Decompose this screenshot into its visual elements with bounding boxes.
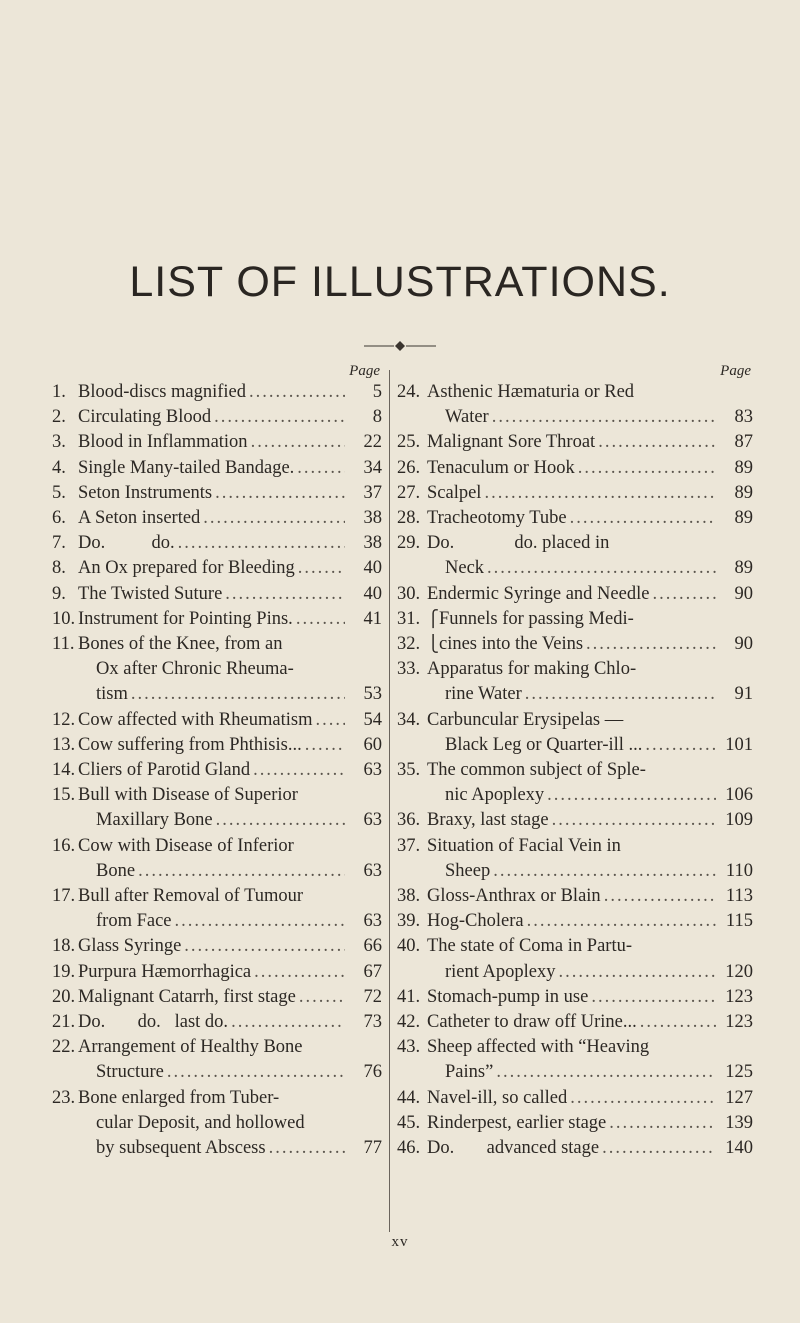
entry-number: 5. bbox=[52, 482, 66, 503]
entry-page-number: 91 bbox=[734, 684, 753, 705]
list-item bbox=[52, 582, 382, 607]
leader-dots bbox=[640, 1010, 716, 1035]
entry-title: rine Water bbox=[445, 684, 522, 705]
entry-number: 19. bbox=[52, 961, 76, 982]
entry-number: 25. bbox=[397, 432, 421, 453]
entry-page-number: 60 bbox=[363, 734, 382, 755]
leader-dots bbox=[253, 758, 345, 783]
entry-page-number: 40 bbox=[363, 558, 382, 579]
divider-ornament bbox=[360, 340, 440, 352]
entry-title: An Ox prepared for Bleeding bbox=[78, 558, 295, 579]
entry-title: Bone enlarged from Tuber- bbox=[78, 1087, 280, 1108]
leader-dots bbox=[558, 960, 716, 985]
entry-title: Braxy, last stage bbox=[427, 810, 549, 831]
leader-dots bbox=[131, 682, 345, 707]
entry-page-number: 53 bbox=[363, 684, 382, 705]
entry-title: Single Many-tailed Bandage. bbox=[78, 457, 295, 478]
list-item bbox=[397, 657, 753, 707]
entry-page-number: 106 bbox=[725, 785, 753, 806]
leader-dots bbox=[315, 708, 345, 733]
list-item bbox=[52, 934, 382, 959]
entry-title: Scalpel bbox=[427, 482, 482, 503]
leader-dots bbox=[492, 405, 716, 430]
entry-number: 42. bbox=[397, 1012, 421, 1033]
list-item bbox=[397, 607, 753, 632]
entry-number: 38. bbox=[397, 886, 421, 907]
entry-page-number: 89 bbox=[734, 558, 753, 579]
list-item bbox=[52, 456, 382, 481]
entry-number: 39. bbox=[397, 911, 421, 932]
entry-title: Bull after Removal of Tumour bbox=[78, 886, 304, 907]
entry-title: rient Apoplexy bbox=[445, 961, 556, 982]
entry-number: 11. bbox=[52, 634, 75, 655]
entry-title: Neck bbox=[445, 558, 485, 579]
page-number-footer: xv bbox=[391, 1234, 409, 1250]
entry-number: 40. bbox=[397, 936, 421, 957]
entry-page-number: 73 bbox=[363, 1012, 382, 1033]
entry-title: Situation of Facial Vein in bbox=[427, 835, 621, 856]
leader-dots bbox=[251, 430, 345, 455]
entry-title: Structure bbox=[96, 1062, 164, 1083]
list-item bbox=[52, 708, 382, 733]
entry-title: Glass Syringe bbox=[78, 936, 182, 957]
leader-dots bbox=[296, 607, 345, 632]
entry-number: 32. bbox=[397, 634, 421, 655]
entry-title: Do. do. last do. bbox=[78, 1012, 229, 1033]
entry-number: 7. bbox=[52, 533, 66, 554]
entry-title: Blood in Inflammation bbox=[78, 432, 248, 453]
page-column-header: Page bbox=[720, 363, 751, 379]
leader-dots bbox=[203, 506, 345, 531]
entry-number: 28. bbox=[397, 508, 421, 529]
leader-dots bbox=[254, 960, 345, 985]
entry-title: Do. do. placed in bbox=[427, 533, 610, 554]
entry-number: 31. bbox=[397, 608, 421, 629]
entry-page-number: 34 bbox=[363, 457, 382, 478]
leader-dots bbox=[184, 934, 345, 959]
entry-page-number: 40 bbox=[363, 583, 382, 604]
entry-page-number: 63 bbox=[363, 760, 382, 781]
list-item bbox=[397, 531, 753, 581]
entry-page-number: 72 bbox=[363, 986, 382, 1007]
entry-page-number: 41 bbox=[363, 608, 382, 629]
entry-title: Gloss-Anthrax or Blain bbox=[427, 886, 601, 907]
entry-title: Circulating Blood bbox=[78, 407, 212, 428]
leader-dots bbox=[138, 859, 345, 884]
entry-number: 12. bbox=[52, 709, 76, 730]
list-item bbox=[52, 405, 382, 430]
list-item bbox=[397, 1136, 753, 1161]
leader-dots bbox=[570, 1086, 716, 1111]
leader-dots bbox=[591, 985, 716, 1010]
entry-title: Rinderpest, earlier stage bbox=[427, 1112, 607, 1133]
leader-dots bbox=[269, 1136, 345, 1161]
leader-dots bbox=[297, 456, 345, 481]
leader-dots bbox=[305, 733, 345, 758]
leader-dots bbox=[216, 808, 345, 833]
entry-page-number: 66 bbox=[363, 936, 382, 957]
entry-title: Asthenic Hæmaturia or Red bbox=[427, 382, 635, 402]
entry-title: Stomach-pump in use bbox=[427, 986, 589, 1007]
list-item bbox=[52, 531, 382, 556]
leader-dots bbox=[175, 909, 345, 934]
leader-dots bbox=[215, 481, 345, 506]
leader-dots bbox=[598, 430, 716, 455]
entry-page-number: 125 bbox=[725, 1062, 753, 1083]
entry-title: Tenaculum or Hook bbox=[427, 457, 575, 478]
entry-title: nic Apoplexy bbox=[445, 785, 545, 806]
entry-number: 43. bbox=[397, 1037, 421, 1058]
entry-title: Ox after Chronic Rheuma- bbox=[96, 659, 294, 680]
list-item bbox=[397, 884, 753, 909]
leader-dots bbox=[496, 1060, 716, 1085]
page-title: LIST OF ILLUSTRATIONS. bbox=[129, 258, 671, 306]
entry-number: 2. bbox=[52, 407, 66, 428]
brace-mark: ⎩ bbox=[427, 636, 439, 654]
entry-page-number: 37 bbox=[363, 482, 382, 503]
illustration-list-right bbox=[397, 380, 753, 1161]
entry-title: Catheter to draw off Urine... bbox=[427, 1012, 637, 1033]
leader-dots bbox=[570, 506, 716, 531]
leader-dots bbox=[214, 405, 345, 430]
entry-number: 3. bbox=[52, 432, 66, 453]
entry-title: Purpura Hæmorrhagica bbox=[78, 961, 252, 982]
entry-number: 6. bbox=[52, 508, 66, 529]
entry-number: 16. bbox=[52, 835, 76, 856]
entry-title: Maxillary Bone bbox=[96, 810, 213, 831]
entry-title: Pains” bbox=[445, 1062, 494, 1083]
entry-page-number: 115 bbox=[725, 911, 753, 932]
entry-page-number: 63 bbox=[363, 810, 382, 831]
leader-dots bbox=[604, 884, 716, 909]
entry-page-number: 89 bbox=[734, 482, 753, 503]
list-item bbox=[52, 481, 382, 506]
entry-number: 27. bbox=[397, 482, 421, 503]
entry-page-number: 139 bbox=[725, 1112, 753, 1133]
leader-dots bbox=[645, 733, 716, 758]
list-item bbox=[52, 430, 382, 455]
leader-dots bbox=[552, 808, 716, 833]
brace-mark: ⎧ bbox=[427, 610, 439, 628]
list-item bbox=[52, 884, 382, 934]
entry-page-number: 67 bbox=[363, 961, 382, 982]
entry-page-number: 140 bbox=[725, 1138, 753, 1159]
entry-page-number: 54 bbox=[363, 709, 382, 730]
list-item bbox=[52, 380, 382, 405]
entry-title: Malignant Catarrh, first stage bbox=[78, 986, 296, 1007]
entry-number: 30. bbox=[397, 583, 421, 604]
entry-title: by subsequent Abscess bbox=[96, 1138, 266, 1159]
entry-title: Funnels for passing Medi- bbox=[439, 608, 634, 629]
entry-page-number: 38 bbox=[363, 508, 382, 529]
list-item bbox=[397, 1111, 753, 1136]
entry-title: The state of Coma in Partu- bbox=[427, 936, 632, 957]
entry-number: 14. bbox=[52, 760, 76, 781]
right-column bbox=[397, 362, 753, 1161]
entry-page-number: 63 bbox=[363, 911, 382, 932]
entry-number: 35. bbox=[397, 760, 421, 781]
entry-number: 29. bbox=[397, 533, 421, 554]
list-item bbox=[397, 758, 753, 808]
leader-dots bbox=[231, 1010, 345, 1035]
list-item bbox=[52, 1010, 382, 1035]
entry-number: 10. bbox=[52, 608, 76, 629]
entry-number: 4. bbox=[52, 457, 66, 478]
entry-page-number: 109 bbox=[725, 810, 753, 831]
list-item bbox=[397, 1086, 753, 1111]
entry-title: Water bbox=[445, 407, 489, 428]
entry-page-number: 101 bbox=[725, 734, 753, 755]
entry-number: 44. bbox=[397, 1087, 421, 1108]
leader-dots bbox=[527, 909, 716, 934]
entry-page-number: 87 bbox=[734, 432, 753, 453]
entry-number: 37. bbox=[397, 835, 421, 856]
list-item bbox=[397, 632, 753, 657]
list-item bbox=[397, 834, 753, 884]
entry-title: Cow with Disease of Inferior bbox=[78, 835, 294, 856]
leader-dots bbox=[652, 582, 716, 607]
entry-page-number: 113 bbox=[725, 886, 753, 907]
entry-page-number: 110 bbox=[725, 860, 753, 881]
entry-page-number: 22 bbox=[363, 432, 382, 453]
entry-title: from Face bbox=[96, 911, 172, 932]
entry-number: 46. bbox=[397, 1138, 421, 1159]
entry-number: 45. bbox=[397, 1112, 421, 1133]
entry-title: Do. advanced stage bbox=[427, 1138, 600, 1159]
entry-number: 8. bbox=[52, 558, 66, 579]
entry-number: 33. bbox=[397, 659, 421, 680]
leader-dots bbox=[586, 632, 716, 657]
entry-number: 22. bbox=[52, 1037, 76, 1058]
entry-title: Tracheotomy Tube bbox=[427, 508, 567, 529]
leader-dots bbox=[493, 859, 716, 884]
entry-title: Bone bbox=[96, 860, 136, 881]
entry-page-number: 77 bbox=[363, 1138, 382, 1159]
illustration-list-left bbox=[52, 380, 382, 1161]
leader-dots bbox=[547, 783, 716, 808]
entry-page-number: 90 bbox=[734, 634, 753, 655]
entry-page-number: 38 bbox=[363, 533, 382, 554]
entry-number: 36. bbox=[397, 810, 421, 831]
leader-dots bbox=[578, 456, 716, 481]
list-item bbox=[397, 934, 753, 984]
entry-page-number: 123 bbox=[725, 1012, 753, 1033]
list-item bbox=[52, 632, 382, 708]
list-item bbox=[52, 758, 382, 783]
entry-number: 23. bbox=[52, 1087, 76, 1108]
entry-number: 34. bbox=[397, 709, 421, 730]
list-item bbox=[52, 960, 382, 985]
list-item bbox=[52, 607, 382, 632]
entry-title: Apparatus for making Chlo- bbox=[427, 659, 637, 680]
entry-title: Endermic Syringe and Needle bbox=[427, 583, 650, 604]
entry-page-number: 120 bbox=[725, 961, 753, 982]
entry-number: 21. bbox=[52, 1012, 76, 1033]
list-item bbox=[397, 506, 753, 531]
entry-title: Seton Instruments bbox=[78, 482, 213, 503]
leader-dots bbox=[602, 1136, 716, 1161]
entry-title: Sheep bbox=[445, 860, 491, 881]
leader-dots bbox=[178, 531, 345, 556]
entry-page-number: 83 bbox=[734, 407, 753, 428]
entry-title: A Seton inserted bbox=[78, 508, 201, 529]
entry-page-number: 76 bbox=[363, 1062, 382, 1083]
entry-page-number: 8 bbox=[372, 407, 382, 428]
list-item bbox=[52, 985, 382, 1010]
leader-dots bbox=[525, 682, 716, 707]
entry-number: 20. bbox=[52, 986, 76, 1007]
entry-number: 41. bbox=[397, 986, 421, 1007]
entry-number: 26. bbox=[397, 457, 421, 478]
entry-title: Bones of the Knee, from an bbox=[78, 634, 283, 655]
page-column-header: Page bbox=[349, 363, 380, 379]
leader-dots bbox=[167, 1060, 345, 1085]
list-item bbox=[397, 380, 753, 430]
list-item bbox=[52, 733, 382, 758]
list-item bbox=[397, 708, 753, 758]
list-item bbox=[397, 582, 753, 607]
entry-title: Arrangement of Healthy Bone bbox=[78, 1037, 303, 1058]
entry-title: Carbuncular Erysipelas — bbox=[427, 709, 624, 730]
entry-title: Instrument for Pointing Pins. bbox=[78, 608, 293, 629]
column-divider bbox=[389, 370, 390, 1232]
list-item bbox=[397, 909, 753, 934]
leader-dots bbox=[225, 582, 345, 607]
entry-title: Sheep affected with “Heaving bbox=[427, 1037, 650, 1058]
leader-dots bbox=[484, 481, 716, 506]
entry-page-number: 89 bbox=[734, 457, 753, 478]
entry-page-number: 89 bbox=[734, 508, 753, 529]
entry-title: cines into the Veins bbox=[439, 634, 584, 655]
entry-number: 13. bbox=[52, 734, 76, 755]
entry-title: Bull with Disease of Superior bbox=[78, 785, 298, 806]
leader-dots bbox=[298, 556, 345, 581]
list-item bbox=[397, 481, 753, 506]
entry-title: Black Leg or Quarter-ill ... bbox=[445, 734, 643, 755]
entry-title: Navel-ill, so called bbox=[427, 1087, 568, 1108]
list-item bbox=[397, 430, 753, 455]
list-item bbox=[397, 1035, 753, 1085]
entry-title: Do. do. bbox=[78, 533, 175, 554]
entry-title: Cow suffering from Phthisis... bbox=[78, 734, 302, 755]
entry-title: The Twisted Suture bbox=[78, 583, 223, 604]
entry-title: tism bbox=[96, 684, 128, 705]
entry-number: 15. bbox=[52, 785, 76, 806]
list-item bbox=[397, 456, 753, 481]
entry-title: Malignant Sore Throat bbox=[427, 432, 596, 453]
list-item bbox=[52, 783, 382, 833]
leader-dots bbox=[609, 1111, 716, 1136]
leader-dots bbox=[299, 985, 345, 1010]
entry-number: 24. bbox=[397, 382, 421, 402]
list-item bbox=[397, 985, 753, 1010]
list-item bbox=[52, 1035, 382, 1085]
list-item bbox=[52, 556, 382, 581]
entry-title: cular Deposit, and hollowed bbox=[96, 1112, 305, 1133]
list-item bbox=[52, 834, 382, 884]
entry-page-number: 5 bbox=[372, 382, 382, 402]
entry-title: The common subject of Sple- bbox=[427, 760, 646, 781]
list-item bbox=[397, 808, 753, 833]
entry-page-number: 123 bbox=[725, 986, 753, 1007]
entry-page-number: 63 bbox=[363, 860, 382, 881]
entry-number: 9. bbox=[52, 583, 66, 604]
list-item bbox=[52, 506, 382, 531]
entry-title: Cliers of Parotid Gland bbox=[78, 760, 251, 781]
entry-page-number: 90 bbox=[734, 583, 753, 604]
left-column bbox=[52, 362, 382, 1161]
entry-number: 18. bbox=[52, 936, 76, 957]
leader-dots bbox=[487, 556, 716, 581]
entry-page-number: 127 bbox=[725, 1087, 753, 1108]
list-item bbox=[52, 1086, 382, 1162]
entry-title: Blood-discs magnified bbox=[78, 382, 247, 402]
entry-title: Hog-Cholera bbox=[427, 911, 524, 932]
leader-dots bbox=[249, 380, 345, 405]
list-item bbox=[397, 1010, 753, 1035]
entry-number: 1. bbox=[52, 382, 66, 402]
entry-title: Cow affected with Rheumatism bbox=[78, 709, 313, 730]
entry-number: 17. bbox=[52, 886, 76, 907]
